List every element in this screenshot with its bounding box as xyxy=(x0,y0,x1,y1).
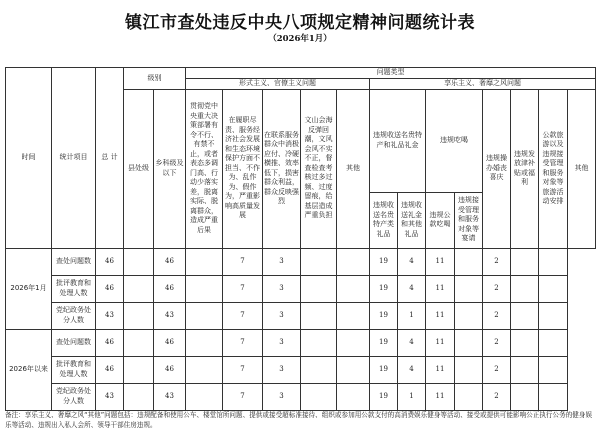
cell xyxy=(301,302,337,329)
cell: 3 xyxy=(263,383,301,410)
cell xyxy=(186,302,223,329)
table-row xyxy=(6,383,596,410)
cell xyxy=(511,302,539,329)
footnote: 备注：享乐主义、奢靡之风“其他”问题包括：违规配备和使用公车、楼堂馆所问题、提供或接受超标准接待、组织或参加用公款支付的高消费娱乐健身等活动、接受或提供可能影响公正执行公务的健身娱乐等活动、违规出入私人会所、领导干部住房违规。 xyxy=(5,411,593,429)
cell xyxy=(539,329,568,356)
header-total: 总 计 xyxy=(96,68,124,249)
table-row xyxy=(6,356,596,383)
cell xyxy=(124,302,154,329)
cell xyxy=(455,248,483,275)
cell: 43 xyxy=(154,383,186,410)
header-hedonism-col: 违规操办婚丧喜庆 xyxy=(483,89,511,248)
cell: 11 xyxy=(426,383,455,410)
header-time: 时间 xyxy=(6,68,52,249)
cell: 4 xyxy=(398,356,426,383)
cell xyxy=(186,248,223,275)
header-gifts-col: 违规收送礼金和其他礼品 xyxy=(398,192,426,248)
header-hedonism-other: 其他 xyxy=(568,89,596,248)
table-row xyxy=(6,302,596,329)
header-problem-type: 问题类型 xyxy=(186,68,596,79)
page-title: 镇江市查处违反中央八项规定精神问题统计表 xyxy=(125,13,475,33)
table-row xyxy=(6,329,596,356)
cell: 19 xyxy=(370,302,398,329)
cell xyxy=(455,302,483,329)
cell xyxy=(337,302,370,329)
cell: 4 xyxy=(398,275,426,302)
header-dining-col: 违规公款吃喝 xyxy=(426,192,455,248)
header-hedonism: 享乐主义、奢靡之风问题 xyxy=(370,78,596,89)
header-formalism-col: 贯彻党中央重大决策部署有令不行、有禁不止，或者表态多调门高、行动少落实差，脱离实际、脱离群众，造成严重后果 xyxy=(186,89,223,248)
row-item: 党纪政务处分人数 xyxy=(52,383,96,410)
cell: 46 xyxy=(154,356,186,383)
cell xyxy=(455,356,483,383)
row-item: 查处问题数 xyxy=(52,329,96,356)
row-item: 批评教育和处理人数 xyxy=(52,275,96,302)
cell: 1 xyxy=(398,302,426,329)
statistics-table xyxy=(5,67,596,411)
header-dining-col: 违规接受管理和服务对象等宴请 xyxy=(455,192,483,248)
cell xyxy=(124,248,154,275)
cell: 19 xyxy=(370,275,398,302)
cell: 3 xyxy=(263,248,301,275)
cell xyxy=(511,275,539,302)
cell: 3 xyxy=(263,356,301,383)
cell xyxy=(337,248,370,275)
header-item: 统计项目 xyxy=(52,68,96,249)
cell-total: 46 xyxy=(96,248,124,275)
header-hedonism-col: 违规发放津补贴或福利 xyxy=(511,89,539,248)
cell: 11 xyxy=(426,248,455,275)
cell: 4 xyxy=(398,329,426,356)
header-dining-group: 违规吃喝 xyxy=(426,89,483,192)
cell: 2 xyxy=(483,383,511,410)
cell xyxy=(337,329,370,356)
header-gifts-group: 违规收送名贵特产和礼品礼金 xyxy=(370,89,426,192)
cell xyxy=(455,383,483,410)
cell-total: 43 xyxy=(96,383,124,410)
cell: 19 xyxy=(370,356,398,383)
cell: 19 xyxy=(370,248,398,275)
cell: 7 xyxy=(223,248,263,275)
cell xyxy=(455,329,483,356)
cell: 3 xyxy=(263,302,301,329)
cell: 1 xyxy=(398,383,426,410)
cell xyxy=(539,383,568,410)
cell: 11 xyxy=(426,329,455,356)
cell xyxy=(455,275,483,302)
cell xyxy=(511,329,539,356)
header-formalism-col: 在履职尽责、服务经济社会发展和生态环境保护方面不担当、不作为、乱作为、假作为，严重影响高质量发展 xyxy=(223,89,263,248)
cell xyxy=(301,248,337,275)
header-hedonism-col: 公款旅游以及违规接受管理和服务对象等旅游活动安排 xyxy=(539,89,568,248)
header-level-county: 县处级 xyxy=(124,89,154,248)
row-item: 批评教育和处理人数 xyxy=(52,356,96,383)
cell: 7 xyxy=(223,275,263,302)
header-formalism-col: 在联系服务群众中消极应付、冷硬横推、效率低下，损害群众利益，群众反映强烈 xyxy=(263,89,301,248)
row-item: 查处问题数 xyxy=(52,248,96,275)
cell-total: 46 xyxy=(96,275,124,302)
cell xyxy=(539,275,568,302)
page-subtitle: （2026年1月） xyxy=(268,34,332,44)
cell xyxy=(511,383,539,410)
cell xyxy=(186,383,223,410)
cell xyxy=(337,383,370,410)
cell: 4 xyxy=(398,248,426,275)
cell xyxy=(511,356,539,383)
cell: 2 xyxy=(483,302,511,329)
cell: 2 xyxy=(483,329,511,356)
cell xyxy=(511,248,539,275)
cell: 19 xyxy=(370,383,398,410)
cell xyxy=(186,275,223,302)
cell: 7 xyxy=(223,302,263,329)
cell: 2 xyxy=(483,248,511,275)
cell: 7 xyxy=(223,383,263,410)
table-row xyxy=(6,248,596,275)
cell xyxy=(539,356,568,383)
cell: 46 xyxy=(154,275,186,302)
cell: 11 xyxy=(426,275,455,302)
cell: 7 xyxy=(223,356,263,383)
cell xyxy=(124,329,154,356)
cell xyxy=(337,356,370,383)
cell: 11 xyxy=(426,356,455,383)
cell: 7 xyxy=(223,329,263,356)
cell-total: 43 xyxy=(96,302,124,329)
cell: 19 xyxy=(370,329,398,356)
cell: 2 xyxy=(483,356,511,383)
cell xyxy=(186,329,223,356)
cell xyxy=(337,275,370,302)
cell-total: 46 xyxy=(96,356,124,383)
group-time: 2026年以来 xyxy=(6,329,52,410)
cell: 46 xyxy=(154,248,186,275)
header-gifts-col: 违规收送名贵特产类礼品 xyxy=(370,192,398,248)
cell xyxy=(301,356,337,383)
cell: 11 xyxy=(426,302,455,329)
cell: 3 xyxy=(263,329,301,356)
cell-total: 46 xyxy=(96,329,124,356)
row-item: 党纪政务处分人数 xyxy=(52,302,96,329)
header-level-township: 乡科级及以下 xyxy=(154,89,186,248)
cell xyxy=(186,356,223,383)
cell: 46 xyxy=(154,329,186,356)
cell xyxy=(124,275,154,302)
cell xyxy=(301,275,337,302)
cell: 43 xyxy=(154,302,186,329)
cell xyxy=(539,248,568,275)
header-formalism-col: 文山会海反弹回潮，文风会风不实不正，督查检查考核过多过频、过度留痕，给基层造成严重负担 xyxy=(301,89,337,248)
cell xyxy=(539,302,568,329)
cell xyxy=(124,356,154,383)
cell: 3 xyxy=(263,275,301,302)
header-level: 级别 xyxy=(124,68,186,90)
cell xyxy=(301,383,337,410)
cell xyxy=(124,383,154,410)
table-row xyxy=(6,275,596,302)
cell xyxy=(301,329,337,356)
group-time: 2026年1月 xyxy=(6,248,52,329)
header-formalism-other: 其他 xyxy=(337,89,370,248)
header-formalism: 形式主义、官僚主义问题 xyxy=(186,78,370,89)
cell: 2 xyxy=(483,275,511,302)
